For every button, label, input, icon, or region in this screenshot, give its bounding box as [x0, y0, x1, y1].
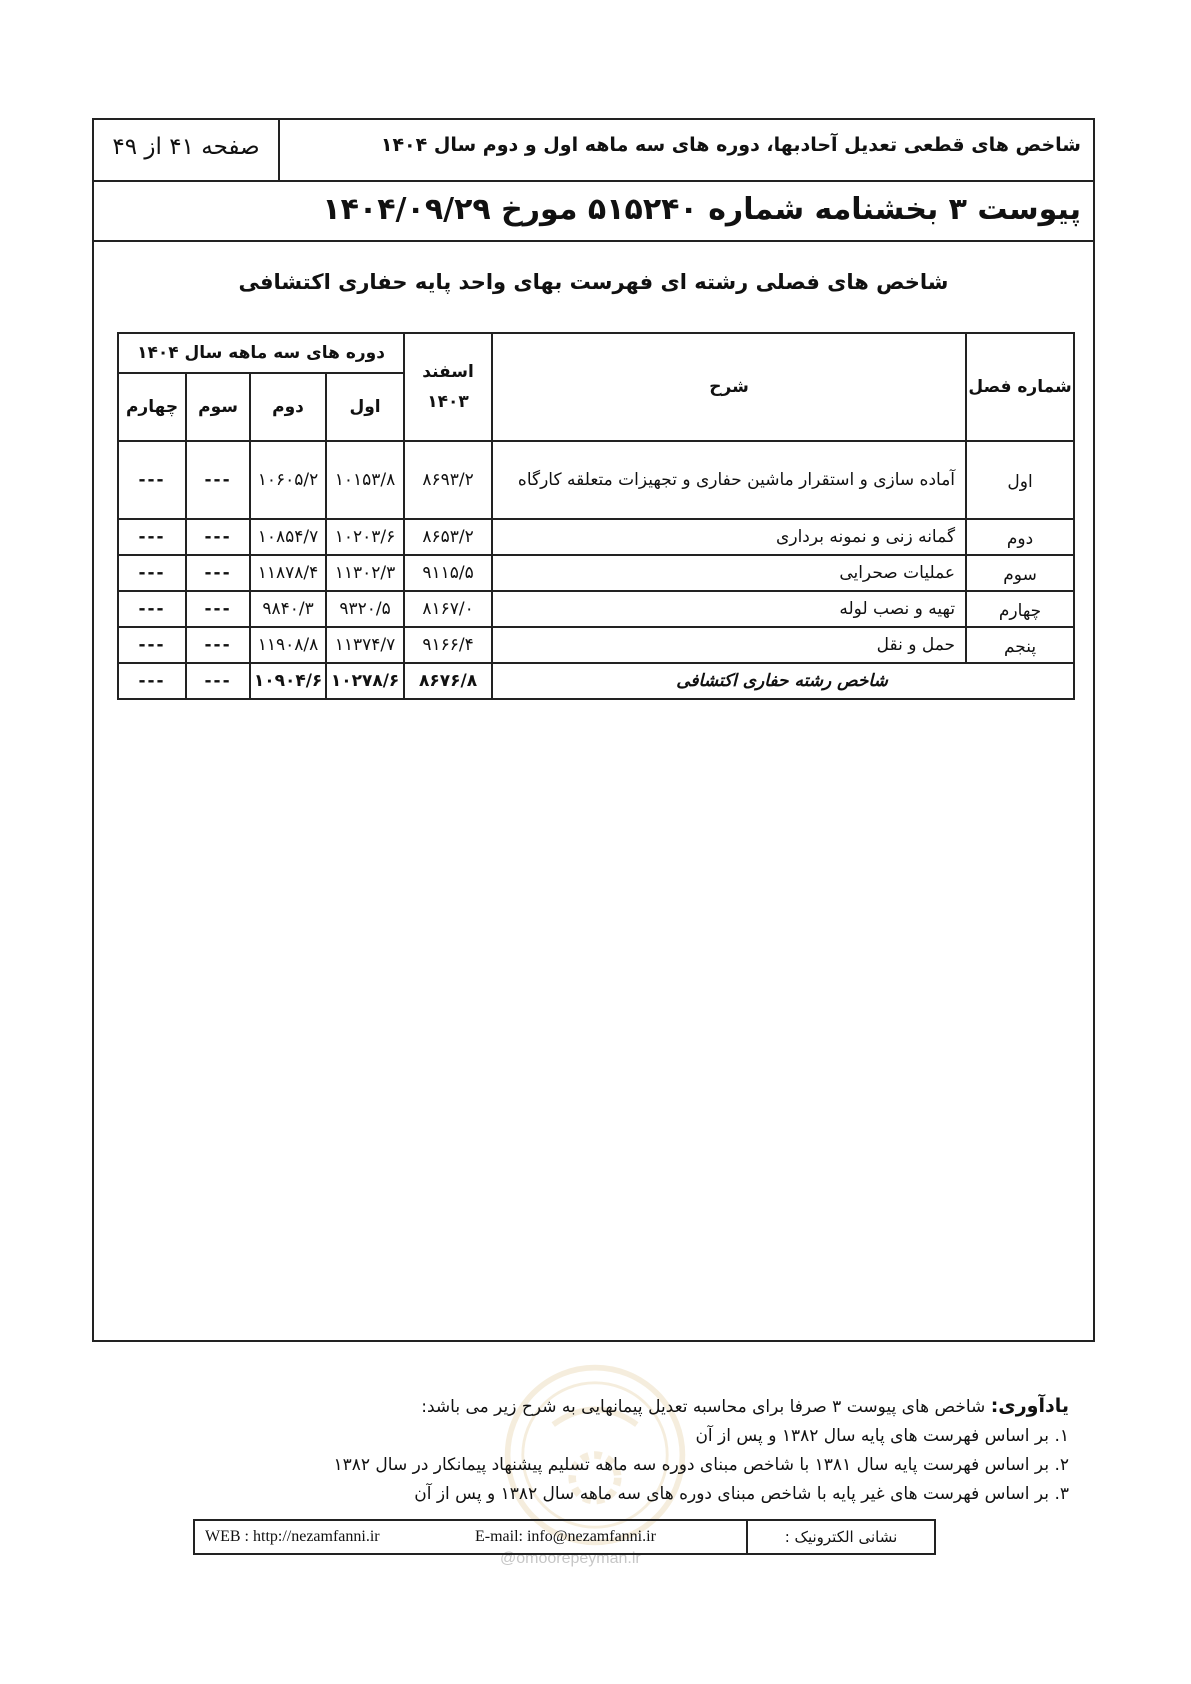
total-description: شاخص رشته حفاری اکتشافی [492, 663, 1074, 699]
header-esfand [404, 333, 492, 441]
row-chapter: چهارم [966, 591, 1074, 627]
total-q2: ۱۰۹۰۴/۶ [250, 663, 326, 699]
row-q1: ۱۱۳۷۴/۷ [326, 627, 404, 663]
header-quarters-group: دوره های سه ماهه سال ۱۴۰۴ [118, 333, 404, 373]
watermark-handle: @omoorepeyman.ir [500, 1550, 641, 1567]
note-item: ۱. بر اساس فهرست های پایه سال ۱۳۸۲ و پس از آن [695, 1426, 1069, 1446]
row-q1: ۱۱۳۰۲/۳ [326, 555, 404, 591]
row-q4: --- [118, 441, 186, 519]
row-q3: --- [186, 441, 250, 519]
document-subtitle: پیوست ۳ بخشنامه شماره ۵۱۵۲۴۰ مورخ ۱۴۰۴/۰۹/۲۹ [322, 192, 1081, 227]
row-q4: --- [118, 555, 186, 591]
table-total-row [118, 663, 1074, 699]
total-esfand: ۸۶۷۶/۸ [404, 663, 492, 699]
table-row [118, 591, 1074, 627]
row-q3: --- [186, 627, 250, 663]
row-description: تهیه و نصب لوله [492, 591, 966, 627]
row-esfand: ۸۱۶۷/۰ [404, 591, 492, 627]
header-esfand-year: ۱۴۰۳ [427, 392, 469, 412]
row-esfand: ۹۱۶۶/۴ [404, 627, 492, 663]
total-q4: --- [118, 663, 186, 699]
total-q1: ۱۰۲۷۸/۶ [326, 663, 404, 699]
row-q2: ۱۱۸۷۸/۴ [250, 555, 326, 591]
header-row [94, 120, 1093, 182]
header-description: شرح [492, 333, 966, 441]
header-q2: دوم [250, 373, 326, 441]
total-q3: --- [186, 663, 250, 699]
page-number: صفحه ۴۱ از ۴۹ [112, 134, 260, 160]
notes-intro-line [334, 1392, 1070, 1422]
notes-lead: یادآوری: [990, 1395, 1069, 1417]
table-row [118, 519, 1074, 555]
row-q2: ۱۱۹۰۸/۸ [250, 627, 326, 663]
note-item: ۳. بر اساس فهرست های غیر پایه با شاخص مبنای دوره های سه ماهه سال ۱۳۸۲ و پس از آن [414, 1484, 1069, 1504]
email-link[interactable]: E-mail: info@nezamfanni.ir [475, 1528, 656, 1545]
row-chapter: دوم [966, 519, 1074, 555]
header-q4: چهارم [118, 373, 186, 441]
note-item: ۲. بر اساس فهرست پایه سال ۱۳۸۱ با شاخص مبنای دوره سه ماهه تسلیم پیشنهاد پیمانکار در سال ۱۳۸۲ [333, 1455, 1069, 1475]
page-frame [92, 118, 1095, 1342]
row-description: آماده سازی و استقرار ماشین حفاری و تجهیزات متعلقه کارگاه [492, 441, 966, 519]
contact-label: نشانی الکترونیک : [746, 1521, 934, 1553]
row-q1: ۱۰۱۵۳/۸ [326, 441, 404, 519]
contact-footer [193, 1519, 936, 1555]
row-chapter: سوم [966, 555, 1074, 591]
row-q1: ۱۰۲۰۳/۶ [326, 519, 404, 555]
row-esfand: ۹۱۱۵/۵ [404, 555, 492, 591]
row-q2: ۹۸۴۰/۳ [250, 591, 326, 627]
page-number-cell [94, 120, 280, 180]
row-esfand: ۸۶۹۳/۲ [404, 441, 492, 519]
row-q3: --- [186, 519, 250, 555]
web-link[interactable]: WEB : http://nezamfanni.ir [205, 1528, 380, 1545]
row-chapter: پنجم [966, 627, 1074, 663]
notes-block [334, 1392, 1070, 1509]
subtitle-row [94, 182, 1093, 242]
row-q4: --- [118, 627, 186, 663]
header-esfand-month: اسفند [422, 362, 474, 382]
row-q4: --- [118, 519, 186, 555]
header-chapter-number: شماره فصل [966, 333, 1074, 441]
header-q1: اول [326, 373, 404, 441]
row-description: حمل و نقل [492, 627, 966, 663]
row-esfand: ۸۶۵۳/۲ [404, 519, 492, 555]
row-q2: ۱۰۸۵۴/۷ [250, 519, 326, 555]
row-chapter: اول [966, 441, 1074, 519]
row-q3: --- [186, 555, 250, 591]
table-row [118, 441, 1074, 519]
index-table [117, 332, 1075, 700]
notes-intro: شاخص های پیوست ۳ صرفا برای محاسبه تعدیل پیمانهایی به شرح زیر می باشد: [421, 1397, 991, 1417]
row-description: گمانه زنی و نمونه برداری [492, 519, 966, 555]
row-description: عملیات صحرایی [492, 555, 966, 591]
row-q4: --- [118, 591, 186, 627]
table-row [118, 627, 1074, 663]
header-q3: سوم [186, 373, 250, 441]
row-q2: ۱۰۶۰۵/۲ [250, 441, 326, 519]
section-title: شاخص های فصلی رشته ای فهرست بهای واحد پایه حفاری اکتشافی [238, 270, 949, 294]
row-q3: --- [186, 591, 250, 627]
document-title: شاخص های قطعی تعدیل آحادبها، دوره های سه ماهه اول و دوم سال ۱۴۰۴ [380, 134, 1081, 156]
row-q1: ۹۳۲۰/۵ [326, 591, 404, 627]
table-row [118, 555, 1074, 591]
